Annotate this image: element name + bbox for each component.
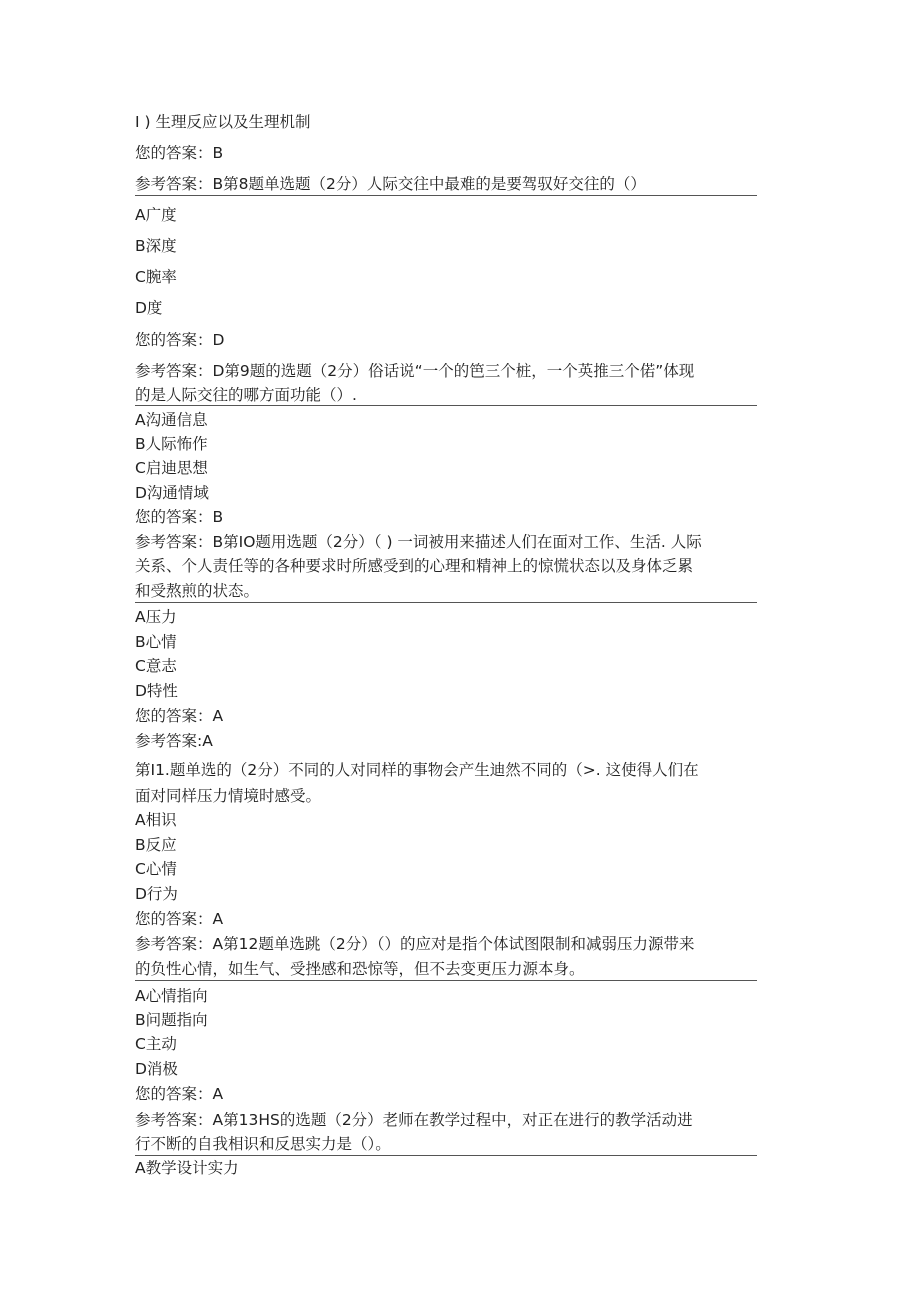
option-c: C意志 <box>135 657 177 675</box>
your-answer: 您的答案：A <box>135 1085 224 1103</box>
option-d: D特性 <box>135 682 178 700</box>
question-text: 行不断的自我相识和反思实力是（）。 <box>135 1135 391 1153</box>
option-c: C主动 <box>135 1035 177 1053</box>
option-a: A心情指向 <box>135 987 208 1005</box>
option-b: B心情 <box>135 633 177 651</box>
reference-answer-question-10: 参考答案：B第IO题用选题（2分）（ ) 一词被用来描述人们在面对工作、生活. 人际 <box>135 533 702 551</box>
question-text: 的负性心情，如生气、受挫感和恐惊等，但不去变更压力源本身。 <box>135 960 585 978</box>
option-b: B问题指向 <box>135 1011 208 1029</box>
your-answer: 您的答案：D <box>135 331 225 349</box>
option-a: A广度 <box>135 206 177 224</box>
divider <box>135 405 757 406</box>
reference-answer: 参考答案:A <box>135 732 213 750</box>
your-answer: 您的答案：A <box>135 910 224 928</box>
option-d: D消极 <box>135 1060 178 1078</box>
option-c: C腕率 <box>135 268 177 286</box>
divider <box>135 195 757 196</box>
option-a: A沟通信息 <box>135 411 208 429</box>
option-a: A压力 <box>135 608 177 626</box>
reference-answer-question-12: 参考答案：A第12题单选跳（2分）（）的应对是指个体试图限制和减弱压力源带来 <box>135 935 695 953</box>
option-d: D行为 <box>135 885 178 903</box>
question-text: 的是人际交往的哪方面功能（）. <box>135 386 357 404</box>
divider <box>135 1155 757 1156</box>
option-b: B深度 <box>135 237 177 255</box>
your-answer: 您的答案：B <box>135 144 224 162</box>
reference-answer-question-13: 参考答案：A第13HS的选题（2分）老师在教学过程中，对正在进行的教学活动进 <box>135 1111 693 1129</box>
text-line: I ) 生理反应以及生理机制 <box>135 113 311 131</box>
option-c: C心情 <box>135 860 177 878</box>
option-b: B人际怖作 <box>135 435 208 453</box>
divider <box>135 602 757 603</box>
option-d: D沟通情域 <box>135 484 209 502</box>
option-b: B反应 <box>135 836 177 854</box>
question-text: 关系、个人责任等的各种要求时所感受到的心理和精神上的惊慌状态以及身体乏累 <box>135 557 694 575</box>
question-11: 第I1.题单选的（2分）不同的人对同样的事物会产生迪然不同的（>. 这使得人们在 <box>135 761 699 779</box>
your-answer: 您的答案：A <box>135 707 224 725</box>
reference-answer-question-8: 参考答案：B第8题单选题（2分）人际交往中最难的是要驾驭好交往的（） <box>135 175 646 193</box>
your-answer: 您的答案：B <box>135 508 224 526</box>
divider <box>135 980 757 981</box>
option-c: C启迪思想 <box>135 459 208 477</box>
reference-answer-question-9: 参考答案：D第9题的选题（2分）俗话说“一个的笆三个桩，一个英推三个偌”体现 <box>135 362 695 380</box>
question-text: 和受熬煎的状态。 <box>135 582 260 600</box>
option-a: A教学设计实力 <box>135 1159 239 1177</box>
option-d: D度 <box>135 299 163 317</box>
question-text: 面对同样压力情境时感受。 <box>135 787 322 805</box>
option-a: A相识 <box>135 811 177 829</box>
